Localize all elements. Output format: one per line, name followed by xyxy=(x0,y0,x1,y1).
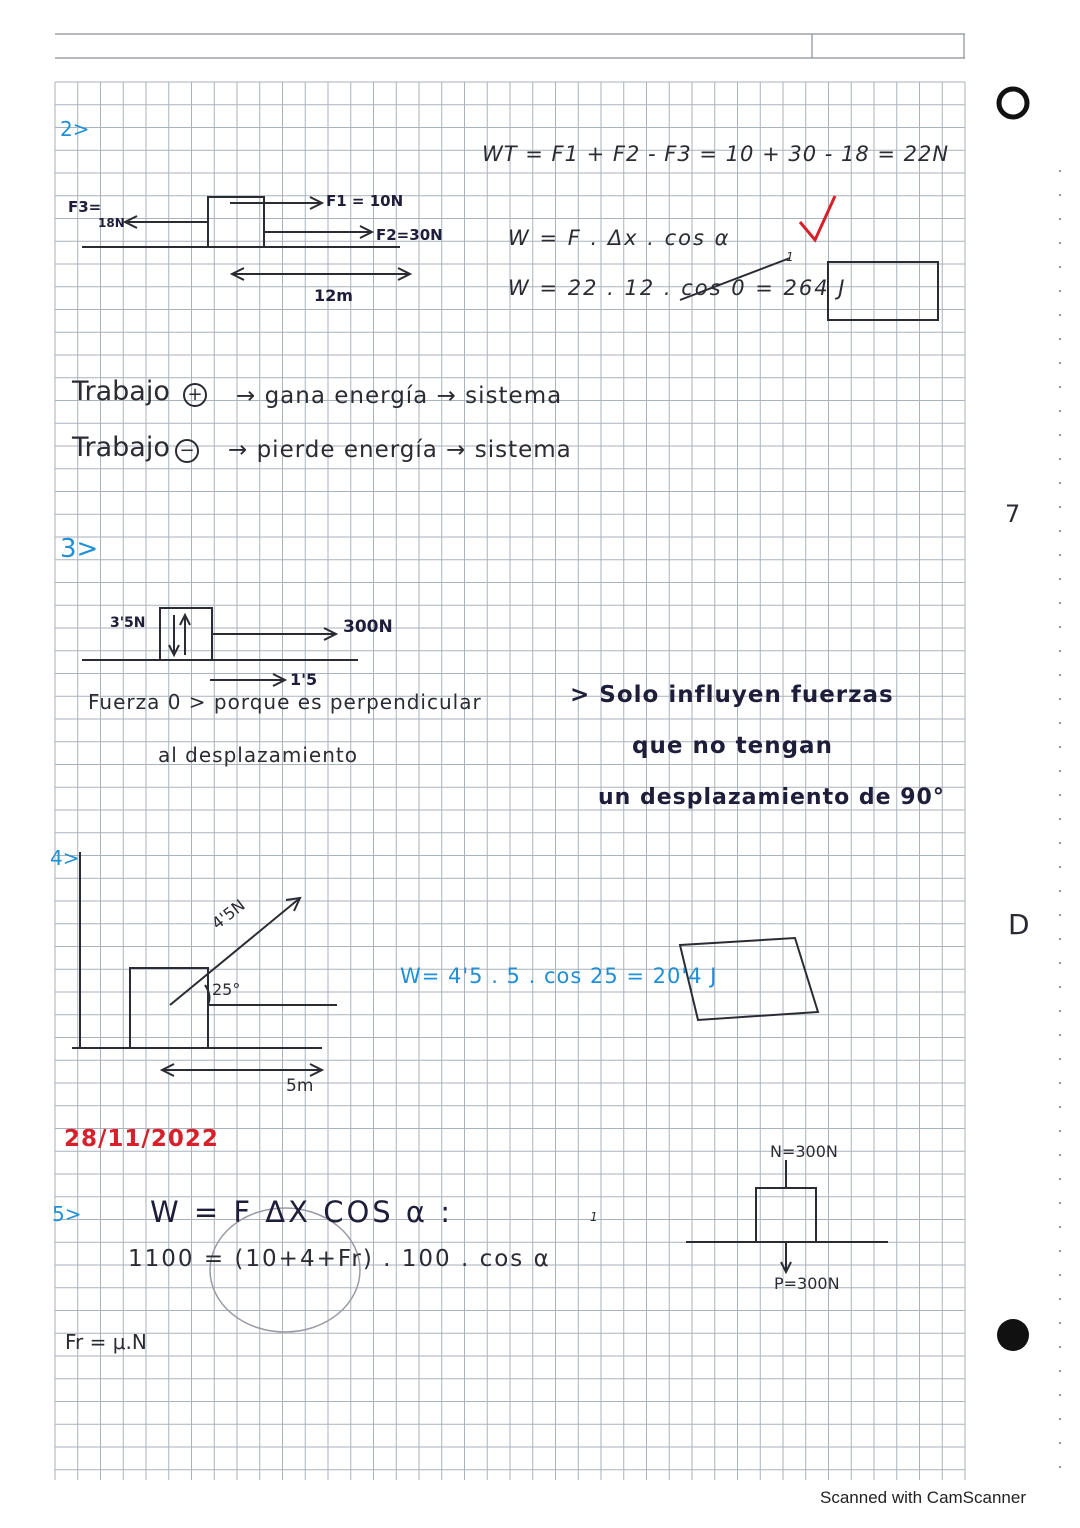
work-negative-term: Trabajo xyxy=(72,432,170,463)
problem3-distance: 1'5 xyxy=(290,670,318,689)
work-positive-text: → gana energía → sistema xyxy=(236,383,563,409)
problem5-equation: 1100 = (10+4+Fr) . 100 . cos α xyxy=(128,1246,551,1272)
work-positive-term: Trabajo xyxy=(72,376,170,407)
problem5-friction: Fr = μ.N xyxy=(65,1330,147,1354)
problem4-force: 4'5N xyxy=(208,895,249,933)
problem2-total-equation: WT = F1 + F2 - F3 = 10 + 30 - 18 = 22N xyxy=(482,142,950,166)
problem2-f2-label: F2=30N xyxy=(376,226,443,244)
problem5-normal: N=300N xyxy=(770,1142,838,1161)
problem5-angle-mark: 1 xyxy=(590,1210,598,1224)
work-negative-sign: − xyxy=(175,439,199,463)
margin-mark-d: D xyxy=(1008,908,1030,941)
work-positive-sign: + xyxy=(183,383,207,407)
problem4-angle: 25° xyxy=(212,980,241,999)
margin-mark-7: 7 xyxy=(1005,500,1021,528)
problem3-force-left: 3'5N xyxy=(110,615,146,631)
problem5-label: 5> xyxy=(52,1202,82,1226)
problem2-f1-label: F1 = 10N xyxy=(326,192,404,210)
problem2-formula: W = F . Δx . cos α xyxy=(508,226,731,250)
problem3-side-line1: > Solo influyen fuerzas xyxy=(570,682,894,708)
problem3-note-line1: Fuerza 0 > porque es perpendicular xyxy=(88,690,482,714)
problem2-label: 2> xyxy=(60,117,90,141)
problem2-angle-mark: 1 xyxy=(786,250,794,264)
work-negative-text: → pierde energía → sistema xyxy=(228,437,572,463)
date-heading: 28/11/2022 xyxy=(64,1126,219,1152)
problem4-equation: W= 4'5 . 5 . cos 25 = 20'4 J xyxy=(400,964,718,988)
problem3-note-line2: al desplazamiento xyxy=(158,743,358,767)
problem2-distance: 12m xyxy=(314,286,353,305)
problem2-substitution: W = 22 . 12 . cos 0 = 264 J xyxy=(508,276,847,300)
problem4-label: 4> xyxy=(50,846,80,870)
problem5-weight: P=300N xyxy=(774,1274,840,1293)
problem5-formula: W = F ΔX COS α : xyxy=(150,1195,454,1229)
binder-hole-bottom xyxy=(997,1319,1029,1351)
problem3-side-line3: un desplazamiento de 90° xyxy=(598,785,945,810)
problem3-side-line2: que no tengan xyxy=(632,733,833,759)
problem3-label: 3> xyxy=(60,534,99,564)
problem2-f3-value: 18N xyxy=(98,216,125,230)
scan-watermark: Scanned with CamScanner xyxy=(820,1488,1027,1507)
problem4-distance: 5m xyxy=(286,1076,314,1096)
problem3-force-right: 300N xyxy=(343,617,393,637)
problem2-f3-label: F3= xyxy=(68,198,102,216)
